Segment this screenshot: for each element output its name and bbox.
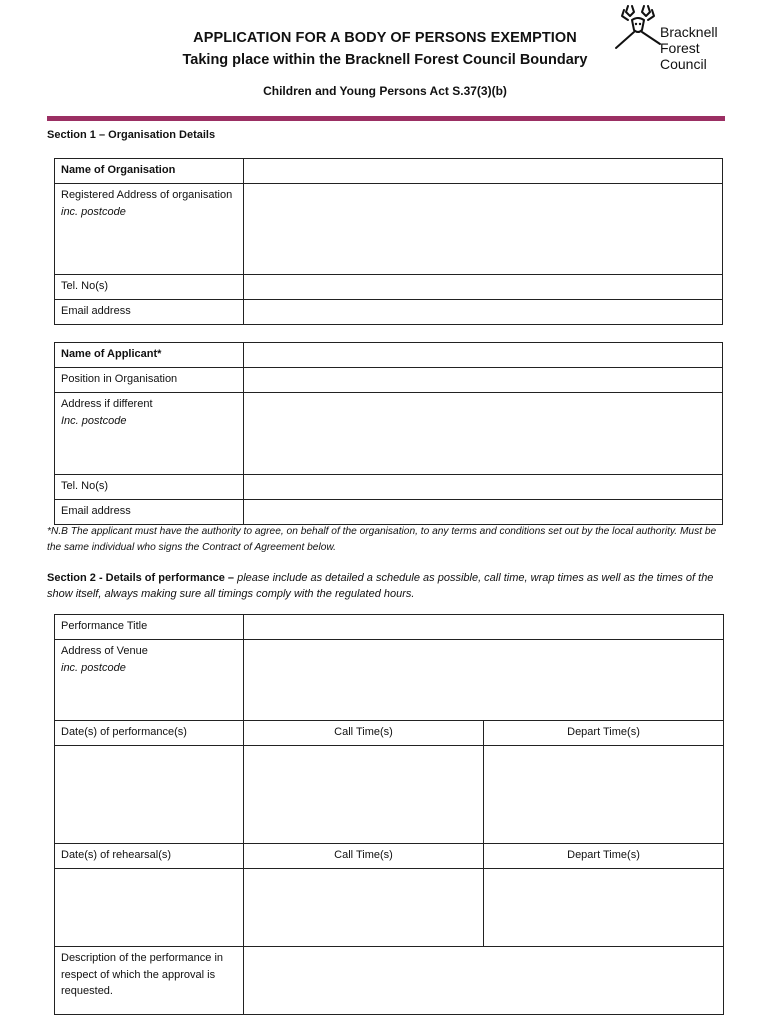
rehearsal-depart-time-field[interactable] xyxy=(484,869,724,947)
rehearsal-dates-label: Date(s) of rehearsal(s) xyxy=(55,844,244,869)
venue-address-label-cell xyxy=(55,640,244,721)
performance-table xyxy=(54,614,724,1015)
performance-depart-time-label: Depart Time(s) xyxy=(484,721,724,746)
applicant-tel-label: Tel. No(s) xyxy=(55,475,244,500)
section1-heading: Section 1 – Organisation Details xyxy=(47,129,216,141)
stag-head-icon xyxy=(608,2,668,62)
performance-dates-label: Date(s) of performance(s) xyxy=(55,721,244,746)
applicant-address-label-cell xyxy=(55,393,244,475)
org-tel-field[interactable] xyxy=(244,275,723,300)
org-name-label: Name of Organisation xyxy=(55,159,244,184)
performance-description-field[interactable] xyxy=(244,947,724,1015)
performance-title-field[interactable] xyxy=(244,615,724,640)
logo-wordmark xyxy=(660,24,718,72)
logo-line: Bracknell xyxy=(660,24,718,40)
org-address-note: inc. postcode xyxy=(61,205,126,218)
rehearsal-call-time-label: Call Time(s) xyxy=(244,844,484,869)
applicant-email-field[interactable] xyxy=(244,500,723,525)
org-tel-label: Tel. No(s) xyxy=(55,275,244,300)
applicant-email-label: Email address xyxy=(55,500,244,525)
performance-call-time-label: Call Time(s) xyxy=(244,721,484,746)
header-rule xyxy=(47,116,725,121)
rehearsal-depart-time-label: Depart Time(s) xyxy=(484,844,724,869)
performance-depart-time-field[interactable] xyxy=(484,746,724,844)
venue-address-note: inc. postcode xyxy=(61,661,126,674)
applicant-table xyxy=(54,342,723,525)
performance-title-label: Performance Title xyxy=(55,615,244,640)
applicant-name-label: Name of Applicant* xyxy=(55,343,244,368)
logo-line: Forest xyxy=(660,40,700,56)
applicant-name-field[interactable] xyxy=(244,343,723,368)
section2-heading xyxy=(47,570,727,602)
performance-call-time-field[interactable] xyxy=(244,746,484,844)
applicant-address-field[interactable] xyxy=(244,393,723,475)
org-name-field[interactable] xyxy=(244,159,723,184)
org-address-label-cell xyxy=(55,184,244,275)
applicant-address-label: Address if different xyxy=(61,398,153,410)
applicant-address-note: Inc. postcode xyxy=(61,414,127,427)
performance-dates-field[interactable] xyxy=(55,746,244,844)
venue-address-field[interactable] xyxy=(244,640,724,721)
applicant-tel-field[interactable] xyxy=(244,475,723,500)
form-title: APPLICATION FOR A BODY OF PERSONS EXEMPTION xyxy=(193,30,577,46)
performance-description-label: Description of the performance in respect of which the approval is requested. xyxy=(55,947,244,1015)
org-address-field[interactable] xyxy=(244,184,723,275)
org-email-label: Email address xyxy=(55,300,244,325)
act-reference: Children and Young Persons Act S.37(3)(b) xyxy=(263,84,507,98)
form-subtitle: Taking place within the Bracknell Forest Council Boundary xyxy=(182,52,588,68)
organisation-table xyxy=(54,158,723,325)
applicant-position-field[interactable] xyxy=(244,368,723,393)
section2-heading-note: please include as detailed a schedule as possible, call time, wrap times as well as the times of the show itself, always making sure all timings comply with the regulated hours. xyxy=(47,572,714,600)
applicant-position-label: Position in Organisation xyxy=(55,368,244,393)
venue-address-label: Address of Venue xyxy=(61,645,148,657)
logo-line: Council xyxy=(660,56,707,72)
org-email-field[interactable] xyxy=(244,300,723,325)
org-address-label: Registered Address of organisation xyxy=(61,189,233,201)
section2-heading-title: Section 2 - Details of performance – xyxy=(47,572,235,584)
rehearsal-dates-field[interactable] xyxy=(55,869,244,947)
rehearsal-call-time-field[interactable] xyxy=(244,869,484,947)
applicant-authority-note: *N.B The applicant must have the authority to agree, on behalf of the organisation, to any terms and conditions set out by the local authority. Must be the same individual who signs the Contract of Agreement below. xyxy=(47,526,717,553)
bracknell-forest-logo xyxy=(608,2,728,74)
